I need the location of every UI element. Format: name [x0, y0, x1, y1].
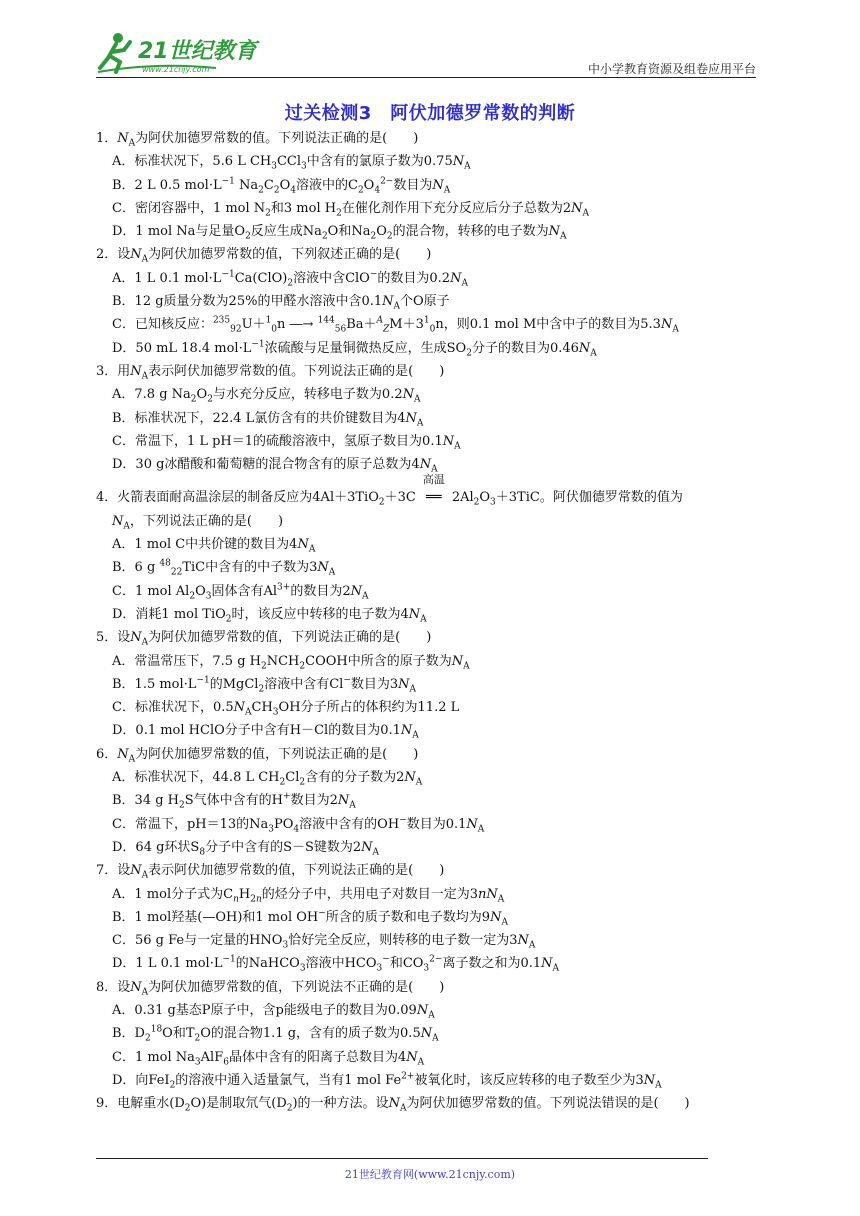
question-1-stem: 1．$N_A$为阿伏加德罗常数的值。下列说法正确的是( ) — [96, 131, 419, 149]
question-3-option-c: C．常温下，1 L pH＝1的硫酸溶液中，氢原子数目为$0.1N_A$ — [112, 433, 461, 452]
question-5-stem: 5．设$N_A$为阿伏加德罗常数的值，下列说法正确的是( ) — [96, 630, 432, 648]
question-4-option-d: D．消耗1 mol TiO$_2$时，该反应中转移的电子数为$4N_A$ — [112, 606, 427, 625]
question-7-option-b: B．1 mol羟基(—OH)和1 mol OH−所含的质子数和电子数均为$9N_A$ — [112, 908, 508, 928]
question-4-stem: 4．火箭表面耐高温涂层的制备反应为4Al＋3TiO$_2$＋3C 高温 ══ $2Al_2O_3+3TiC$。阿伏伽德罗常数的值为 — [96, 473, 683, 509]
question-8-option-a: A．0.31 g基态P原子中，含p能级电子的数目为$0.09N_A$ — [112, 1002, 435, 1021]
question-7-stem: 7．设$N_A$表示阿伏加德罗常数的值，下列说法正确的是( ) — [96, 863, 445, 881]
question-1-option-c: C．密闭容器中，1 mol $N_2$和3 mol $H_2$在催化剂作用下充分反应后分子总数为$2N_A$ — [112, 200, 589, 219]
question-6-stem: 6．$N_A$为阿伏加德罗常数的值，下列说法正确的是( ) — [96, 746, 419, 765]
question-5-option-a: A．常温常压下，7.5 g $H_2NCH_2COOH$中所含的原子数为$N_A$ — [112, 653, 470, 672]
page-header — [96, 28, 768, 80]
question-7-option-d: D．1 L 0.1 $mol\cdot L^{-1}$的NaHCO$_3$溶液中$HCO_3^-$和$CO_3^{2-}$离子数之和为$0.1N_A$ — [112, 955, 559, 974]
logo-url: www.21cnjy.com — [142, 65, 210, 74]
question-3-option-a: A．7.8 g $Na_2O_2$与水充分反应，转移电子数为$0.2N_A$ — [112, 387, 421, 405]
question-5-option-d: D．0.1 mol HClO分子中含有H－Cl的数目为$0.1N_A$ — [112, 723, 419, 742]
question-5-option-c: C．标准状况下，$0.5N_ACH_3OH$分子所占的体积约为11.2 L — [112, 700, 460, 718]
logo-text: 21世纪教育 — [138, 39, 257, 64]
question-6-option-b: B．34 g $H_2S$气体中含有的H+数目为$2N_A$ — [112, 791, 356, 811]
question-4-option-c: C．1 mol $Al_2O_3$固体含有$Al^{3+}$的数目为$2N_A$ — [112, 582, 369, 602]
question-7-option-c: C．56 g Fe与一定量的$HNO_3$恰好完全反应，则转移的电子数一定为$3N_A$ — [112, 933, 536, 951]
question-6-option-d: D．64 g环状$S_8$分子中含有的S－S键数为$2N_A$ — [112, 839, 380, 858]
question-1-option-a: A．标准状况下，5.6 L $CH_3CCl_3$中含有的氯原子数为$0.75N_A$ — [112, 154, 471, 172]
question-4-stem-cont: $N_A$，下列说法正确的是( ) — [112, 513, 284, 532]
question-1-option-b: B．2 L 0.5 $mol\cdot L^{-1}$ $Na_2C_2O_4$溶液中的$C_2O_4^{2-}$数目为$N_A$ — [112, 176, 451, 196]
question-8-stem: 8．设$N_A$为阿伏加德罗常数的值，下列说法不正确的是( ) — [96, 979, 445, 998]
page-footer: 21世纪教育网(www.21cnjy.com) — [344, 1168, 516, 1181]
page-title: 过关检测3 阿伏加德罗常数的判断 — [284, 103, 576, 124]
question-1-option-d: D．1 mol Na与足量$O_2$反应生成$Na_2O$和$Na_2O_2$的混合物，转移的电子数为$N_A$ — [112, 224, 567, 242]
question-4-option-a: A．1 mol C中共价键的数目为$4N_A$ — [112, 537, 316, 555]
question-8-option-d: D．向FeI$_2$的溶液中通入适量氯气，当有1 mol $Fe^{2+}$被氧化时，该反应转移的电子数至少为$3N_A$ — [112, 1071, 662, 1091]
question-5-option-b: B．1.5 $mol\cdot L^{-1}$的MgCl$_2$溶液中含有Cl−数目为$3N_A$ — [112, 675, 417, 695]
21cnjy-logo — [96, 28, 276, 76]
header-divider — [96, 77, 756, 78]
question-2-option-d: D．50 mL 18.4 $mol\cdot L^{-1}$浓硫酸与足量铜微热反应，生成$SO_2$分子的数目为$0.46N_A$ — [112, 339, 597, 359]
question-list — [96, 127, 768, 1115]
question-4-option-b: B．6 g $^{48}_{22}$TiC中含有的中子数为$3N_A$ — [112, 559, 336, 578]
question-2-stem: 2．设$N_A$为阿伏加德罗常数的值，下列叙述正确的是( ) — [96, 247, 432, 266]
question-6-option-c: C．常温下，pH＝13的$Na_3PO_4$溶液中含有的OH−数目为$0.1N_A$ — [112, 815, 485, 835]
question-8-option-c: C．1 mol $Na_3AlF_6$晶体中含有的阳离子总数目为$4N_A$ — [112, 1049, 425, 1068]
question-6-option-a: A．标准状况下，44.8 L $CH_2Cl_2$含有的分子数为$2N_A$ — [112, 770, 423, 788]
question-9-stem: 9．电解重水$(D_2O)$是制取氘气$(D_2)$的一种方法。设$N_A$为阿伏加德罗常数的值。下列说法错误的是( ) — [96, 1096, 690, 1114]
footer-divider — [96, 1158, 708, 1159]
question-2-option-b: B．12 g质量分数为25%的甲醛水溶液中含$0.1N_A$个O原子 — [112, 294, 450, 312]
question-2-option-a: A．1 L 0.1 $mol\cdot L^{-1}Ca(ClO)_2$溶液中含ClO−的数目为$0.2N_A$ — [112, 269, 468, 289]
question-7-option-a: A．1 mol分子式为$C_nH_{2n}$的烃分子中，共用电子对数目一定为$3nN_A$ — [112, 886, 505, 905]
question-2-option-c: C．已知核反应：$^{235}_{92}$U＋$^1_0$n ―→ $^{144}_{56}Ba+^A_ZM+3^1_0n$，则0.1 mol M中含中子的数目为$5.3N_A$ — [112, 316, 679, 335]
question-3-option-b: B．标准状况下，22.4 L氯仿含有的共价键数目为$4N_A$ — [112, 410, 424, 429]
platform-name: 中小学教育资源及组卷应用平台 — [587, 62, 756, 76]
question-3-stem: 3．用$N_A$表示阿伏加德罗常数的值。下列说法正确的是( ) — [96, 363, 445, 382]
question-3-option-d: D．30 g冰醋酸和葡萄糖的混合物含有的原子总数为$4N_A$ — [112, 457, 438, 475]
question-8-option-b: B．$D_2^{18}O$和$T_2O$的混合物1.1 g，含有的质子数为$0.5N_A$ — [112, 1024, 439, 1044]
